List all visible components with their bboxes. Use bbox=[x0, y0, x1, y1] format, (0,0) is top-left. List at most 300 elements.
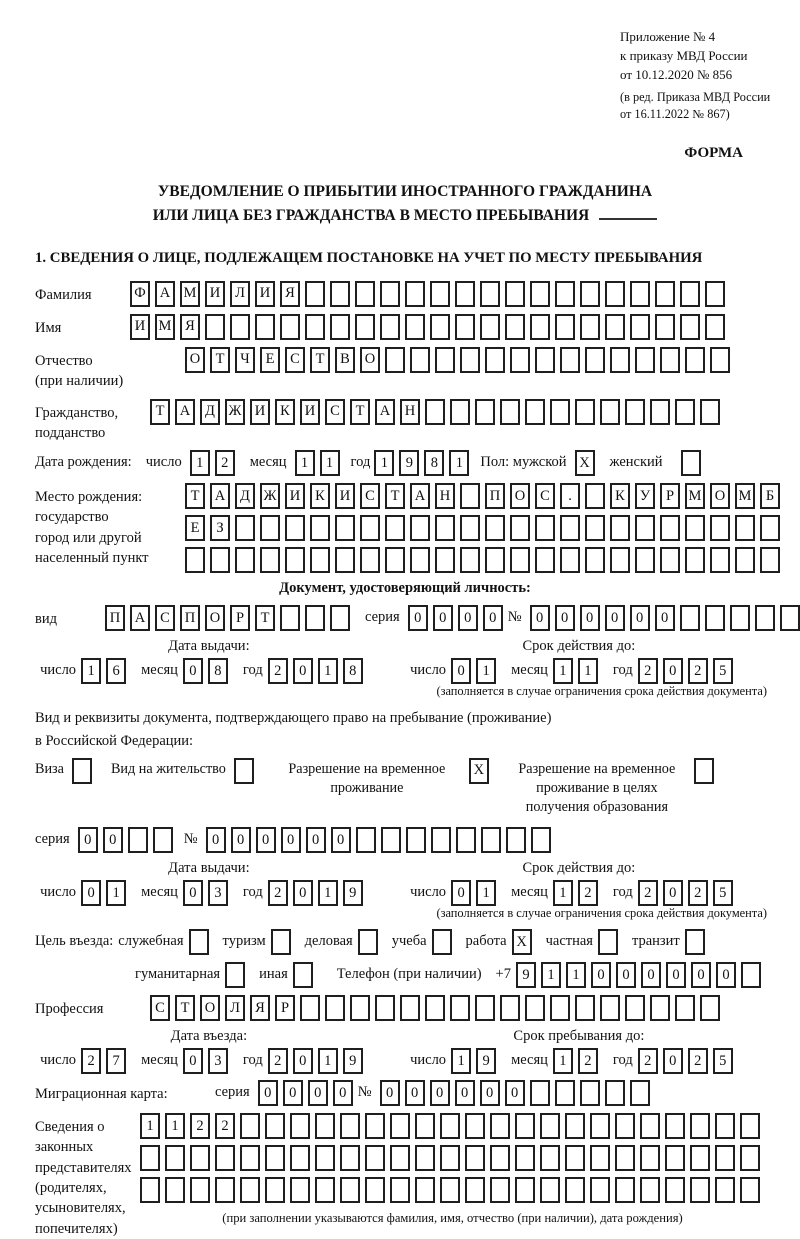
form-cell[interactable]: З bbox=[210, 515, 230, 541]
form-cell[interactable]: 1 bbox=[553, 658, 573, 684]
form-cell[interactable]: 2 bbox=[190, 1113, 210, 1139]
form-cell[interactable] bbox=[390, 1113, 410, 1139]
form-cell[interactable] bbox=[189, 929, 209, 955]
form-cell[interactable] bbox=[625, 399, 645, 425]
form-cell[interactable] bbox=[240, 1145, 260, 1171]
form-cell[interactable] bbox=[355, 314, 375, 340]
form-cell[interactable] bbox=[510, 547, 530, 573]
form-cell[interactable]: 5 bbox=[713, 658, 733, 684]
form-cell[interactable] bbox=[510, 515, 530, 541]
form-cell[interactable] bbox=[290, 1177, 310, 1203]
form-cell[interactable] bbox=[410, 515, 430, 541]
form-cell[interactable]: Ж bbox=[260, 483, 280, 509]
form-cell[interactable]: Т bbox=[255, 605, 275, 631]
form-cell[interactable]: 8 bbox=[208, 658, 228, 684]
form-cell[interactable] bbox=[640, 1145, 660, 1171]
form-cell[interactable] bbox=[271, 929, 291, 955]
form-cell[interactable] bbox=[615, 1145, 635, 1171]
form-cell[interactable] bbox=[450, 995, 470, 1021]
form-cell[interactable] bbox=[381, 827, 401, 853]
form-cell[interactable]: 1 bbox=[541, 962, 561, 988]
form-cell[interactable] bbox=[325, 995, 345, 1021]
form-cell[interactable] bbox=[600, 995, 620, 1021]
form-cell[interactable] bbox=[565, 1145, 585, 1171]
form-cell[interactable]: X bbox=[512, 929, 532, 955]
form-cell[interactable]: 0 bbox=[183, 658, 203, 684]
form-cell[interactable] bbox=[475, 399, 495, 425]
form-cell[interactable] bbox=[390, 1177, 410, 1203]
form-cell[interactable] bbox=[465, 1113, 485, 1139]
form-cell[interactable] bbox=[690, 1113, 710, 1139]
form-cell[interactable]: 9 bbox=[476, 1048, 496, 1074]
form-cell[interactable]: 1 bbox=[295, 450, 315, 476]
form-cell[interactable]: С bbox=[360, 483, 380, 509]
form-cell[interactable]: И bbox=[285, 483, 305, 509]
form-cell[interactable] bbox=[165, 1177, 185, 1203]
form-cell[interactable]: 2 bbox=[638, 880, 658, 906]
form-cell[interactable] bbox=[710, 515, 730, 541]
form-cell[interactable] bbox=[210, 547, 230, 573]
form-cell[interactable]: И bbox=[335, 483, 355, 509]
form-cell[interactable] bbox=[435, 347, 455, 373]
form-cell[interactable] bbox=[635, 515, 655, 541]
form-cell[interactable] bbox=[755, 605, 775, 631]
form-cell[interactable]: И bbox=[205, 281, 225, 307]
form-cell[interactable] bbox=[140, 1177, 160, 1203]
form-cell[interactable]: 0 bbox=[666, 962, 686, 988]
form-cell[interactable] bbox=[515, 1145, 535, 1171]
form-cell[interactable]: А bbox=[130, 605, 150, 631]
form-cell[interactable]: 7 bbox=[106, 1048, 126, 1074]
form-cell[interactable] bbox=[285, 547, 305, 573]
form-cell[interactable]: 0 bbox=[630, 605, 650, 631]
form-cell[interactable]: Е bbox=[185, 515, 205, 541]
form-cell[interactable]: 1 bbox=[165, 1113, 185, 1139]
form-cell[interactable] bbox=[700, 399, 720, 425]
form-cell[interactable] bbox=[500, 399, 520, 425]
form-cell[interactable] bbox=[375, 995, 395, 1021]
form-cell[interactable] bbox=[440, 1145, 460, 1171]
form-cell[interactable] bbox=[72, 758, 92, 784]
form-cell[interactable] bbox=[440, 1177, 460, 1203]
form-cell[interactable]: С bbox=[150, 995, 170, 1021]
form-cell[interactable]: Я bbox=[180, 314, 200, 340]
form-cell[interactable]: У bbox=[635, 483, 655, 509]
form-cell[interactable] bbox=[780, 605, 800, 631]
form-cell[interactable]: Я bbox=[280, 281, 300, 307]
form-cell[interactable] bbox=[405, 281, 425, 307]
form-cell[interactable] bbox=[600, 399, 620, 425]
form-cell[interactable] bbox=[525, 399, 545, 425]
form-cell[interactable]: Т bbox=[385, 483, 405, 509]
form-cell[interactable]: 3 bbox=[208, 1048, 228, 1074]
form-cell[interactable] bbox=[685, 547, 705, 573]
form-cell[interactable] bbox=[650, 995, 670, 1021]
form-cell[interactable]: К bbox=[610, 483, 630, 509]
form-cell[interactable] bbox=[410, 547, 430, 573]
form-cell[interactable] bbox=[380, 314, 400, 340]
form-cell[interactable] bbox=[735, 547, 755, 573]
form-cell[interactable] bbox=[680, 314, 700, 340]
form-cell[interactable] bbox=[580, 281, 600, 307]
form-cell[interactable] bbox=[260, 547, 280, 573]
form-cell[interactable] bbox=[715, 1113, 735, 1139]
form-cell[interactable] bbox=[305, 314, 325, 340]
form-cell[interactable] bbox=[740, 1177, 760, 1203]
form-cell[interactable] bbox=[555, 1080, 575, 1106]
form-cell[interactable]: Р bbox=[230, 605, 250, 631]
form-cell[interactable] bbox=[705, 605, 725, 631]
form-cell[interactable]: 2 bbox=[688, 880, 708, 906]
form-cell[interactable] bbox=[485, 547, 505, 573]
form-cell[interactable]: 9 bbox=[516, 962, 536, 988]
form-cell[interactable] bbox=[400, 995, 420, 1021]
form-cell[interactable] bbox=[535, 547, 555, 573]
form-cell[interactable] bbox=[585, 547, 605, 573]
form-cell[interactable] bbox=[510, 347, 530, 373]
form-cell[interactable] bbox=[465, 1145, 485, 1171]
form-cell[interactable] bbox=[300, 995, 320, 1021]
form-cell[interactable] bbox=[710, 547, 730, 573]
form-cell[interactable]: 1 bbox=[476, 880, 496, 906]
form-cell[interactable]: 0 bbox=[283, 1080, 303, 1106]
form-cell[interactable]: К bbox=[275, 399, 295, 425]
form-cell[interactable]: Ж bbox=[225, 399, 245, 425]
form-cell[interactable] bbox=[455, 314, 475, 340]
form-cell[interactable] bbox=[435, 515, 455, 541]
form-cell[interactable] bbox=[360, 547, 380, 573]
form-cell[interactable] bbox=[290, 1145, 310, 1171]
form-cell[interactable] bbox=[580, 314, 600, 340]
form-cell[interactable]: 8 bbox=[343, 658, 363, 684]
form-cell[interactable] bbox=[735, 515, 755, 541]
form-cell[interactable]: 0 bbox=[641, 962, 661, 988]
form-cell[interactable] bbox=[585, 515, 605, 541]
form-cell[interactable] bbox=[730, 605, 750, 631]
form-cell[interactable] bbox=[240, 1113, 260, 1139]
form-cell[interactable] bbox=[425, 399, 445, 425]
form-cell[interactable] bbox=[485, 515, 505, 541]
form-cell[interactable] bbox=[560, 515, 580, 541]
form-cell[interactable] bbox=[685, 347, 705, 373]
form-cell[interactable]: 0 bbox=[480, 1080, 500, 1106]
form-cell[interactable] bbox=[490, 1177, 510, 1203]
form-cell[interactable]: П bbox=[105, 605, 125, 631]
form-cell[interactable]: Т bbox=[185, 483, 205, 509]
form-cell[interactable] bbox=[431, 827, 451, 853]
form-cell[interactable]: 1 bbox=[106, 880, 126, 906]
form-cell[interactable]: 1 bbox=[451, 1048, 471, 1074]
form-cell[interactable] bbox=[665, 1145, 685, 1171]
form-cell[interactable]: 2 bbox=[215, 1113, 235, 1139]
form-cell[interactable]: 0 bbox=[405, 1080, 425, 1106]
form-cell[interactable] bbox=[456, 827, 476, 853]
form-cell[interactable]: 1 bbox=[553, 1048, 573, 1074]
form-cell[interactable] bbox=[535, 515, 555, 541]
form-cell[interactable] bbox=[340, 1145, 360, 1171]
form-cell[interactable]: О bbox=[185, 347, 205, 373]
form-cell[interactable]: А bbox=[210, 483, 230, 509]
form-cell[interactable] bbox=[685, 929, 705, 955]
form-cell[interactable] bbox=[650, 399, 670, 425]
form-cell[interactable] bbox=[560, 347, 580, 373]
form-cell[interactable] bbox=[340, 1113, 360, 1139]
form-cell[interactable]: 2 bbox=[638, 1048, 658, 1074]
form-cell[interactable]: 0 bbox=[655, 605, 675, 631]
form-cell[interactable]: Т bbox=[310, 347, 330, 373]
form-cell[interactable] bbox=[610, 347, 630, 373]
form-cell[interactable]: И bbox=[255, 281, 275, 307]
form-cell[interactable] bbox=[690, 1177, 710, 1203]
form-cell[interactable] bbox=[185, 547, 205, 573]
form-cell[interactable] bbox=[525, 995, 545, 1021]
form-cell[interactable] bbox=[675, 995, 695, 1021]
form-cell[interactable] bbox=[265, 1113, 285, 1139]
form-cell[interactable]: Н bbox=[400, 399, 420, 425]
form-cell[interactable] bbox=[490, 1113, 510, 1139]
form-cell[interactable]: . bbox=[560, 483, 580, 509]
form-cell[interactable]: 0 bbox=[78, 827, 98, 853]
form-cell[interactable] bbox=[335, 515, 355, 541]
form-cell[interactable] bbox=[605, 314, 625, 340]
form-cell[interactable] bbox=[290, 1113, 310, 1139]
form-cell[interactable] bbox=[530, 1080, 550, 1106]
form-cell[interactable]: 0 bbox=[306, 827, 326, 853]
form-cell[interactable]: С bbox=[155, 605, 175, 631]
form-cell[interactable] bbox=[560, 547, 580, 573]
form-cell[interactable]: 0 bbox=[281, 827, 301, 853]
form-cell[interactable]: 2 bbox=[81, 1048, 101, 1074]
form-cell[interactable] bbox=[740, 1145, 760, 1171]
form-cell[interactable]: 0 bbox=[331, 827, 351, 853]
form-cell[interactable] bbox=[635, 547, 655, 573]
form-cell[interactable] bbox=[234, 758, 254, 784]
form-cell[interactable]: 1 bbox=[566, 962, 586, 988]
form-cell[interactable] bbox=[235, 515, 255, 541]
form-cell[interactable] bbox=[715, 1145, 735, 1171]
form-cell[interactable]: 0 bbox=[483, 605, 503, 631]
form-cell[interactable] bbox=[430, 314, 450, 340]
form-cell[interactable] bbox=[506, 827, 526, 853]
form-cell[interactable]: 0 bbox=[183, 1048, 203, 1074]
form-cell[interactable] bbox=[280, 605, 300, 631]
form-cell[interactable]: 0 bbox=[333, 1080, 353, 1106]
form-cell[interactable]: 0 bbox=[663, 658, 683, 684]
form-cell[interactable] bbox=[575, 399, 595, 425]
form-cell[interactable] bbox=[694, 758, 714, 784]
form-cell[interactable] bbox=[741, 962, 761, 988]
form-cell[interactable]: 0 bbox=[455, 1080, 475, 1106]
form-cell[interactable]: X bbox=[575, 450, 595, 476]
form-cell[interactable]: 0 bbox=[530, 605, 550, 631]
form-cell[interactable] bbox=[660, 547, 680, 573]
form-cell[interactable] bbox=[315, 1113, 335, 1139]
form-cell[interactable]: Б bbox=[760, 483, 780, 509]
form-cell[interactable]: 1 bbox=[449, 450, 469, 476]
form-cell[interactable]: Р bbox=[275, 995, 295, 1021]
form-cell[interactable]: М bbox=[735, 483, 755, 509]
form-cell[interactable]: 0 bbox=[231, 827, 251, 853]
form-cell[interactable]: 9 bbox=[343, 1048, 363, 1074]
form-cell[interactable]: П bbox=[485, 483, 505, 509]
form-cell[interactable]: 0 bbox=[433, 605, 453, 631]
form-cell[interactable]: 0 bbox=[451, 880, 471, 906]
form-cell[interactable] bbox=[610, 515, 630, 541]
form-cell[interactable]: 0 bbox=[256, 827, 276, 853]
form-cell[interactable]: 2 bbox=[268, 880, 288, 906]
form-cell[interactable]: 0 bbox=[716, 962, 736, 988]
form-cell[interactable]: О bbox=[510, 483, 530, 509]
form-cell[interactable]: Ф bbox=[130, 281, 150, 307]
form-cell[interactable]: С bbox=[325, 399, 345, 425]
form-cell[interactable]: А bbox=[155, 281, 175, 307]
form-cell[interactable]: Т bbox=[350, 399, 370, 425]
form-cell[interactable]: 0 bbox=[103, 827, 123, 853]
form-cell[interactable] bbox=[635, 347, 655, 373]
form-cell[interactable]: С bbox=[535, 483, 555, 509]
form-cell[interactable]: 0 bbox=[430, 1080, 450, 1106]
form-cell[interactable]: И bbox=[300, 399, 320, 425]
form-cell[interactable]: В bbox=[335, 347, 355, 373]
form-cell[interactable]: 1 bbox=[318, 658, 338, 684]
form-cell[interactable] bbox=[665, 1113, 685, 1139]
form-cell[interactable] bbox=[640, 1177, 660, 1203]
form-cell[interactable] bbox=[705, 314, 725, 340]
form-cell[interactable] bbox=[705, 281, 725, 307]
form-cell[interactable] bbox=[665, 1177, 685, 1203]
form-cell[interactable] bbox=[505, 281, 525, 307]
form-cell[interactable]: 1 bbox=[140, 1113, 160, 1139]
form-cell[interactable] bbox=[315, 1177, 335, 1203]
form-cell[interactable] bbox=[710, 347, 730, 373]
form-cell[interactable] bbox=[450, 399, 470, 425]
form-cell[interactable]: 1 bbox=[553, 880, 573, 906]
form-cell[interactable]: Е bbox=[260, 347, 280, 373]
form-cell[interactable]: Д bbox=[200, 399, 220, 425]
form-cell[interactable] bbox=[535, 347, 555, 373]
form-cell[interactable]: 0 bbox=[380, 1080, 400, 1106]
form-cell[interactable]: 6 bbox=[106, 658, 126, 684]
form-cell[interactable] bbox=[515, 1113, 535, 1139]
form-cell[interactable]: О bbox=[200, 995, 220, 1021]
form-cell[interactable] bbox=[285, 515, 305, 541]
form-cell[interactable] bbox=[455, 281, 475, 307]
form-cell[interactable] bbox=[255, 314, 275, 340]
form-cell[interactable] bbox=[585, 483, 605, 509]
form-cell[interactable] bbox=[575, 995, 595, 1021]
form-cell[interactable] bbox=[365, 1177, 385, 1203]
form-cell[interactable]: 5 bbox=[713, 1048, 733, 1074]
form-cell[interactable]: 0 bbox=[81, 880, 101, 906]
form-cell[interactable] bbox=[215, 1145, 235, 1171]
form-cell[interactable]: X bbox=[469, 758, 489, 784]
form-cell[interactable] bbox=[685, 515, 705, 541]
form-cell[interactable] bbox=[530, 314, 550, 340]
form-cell[interactable] bbox=[550, 995, 570, 1021]
form-cell[interactable] bbox=[630, 281, 650, 307]
form-cell[interactable] bbox=[205, 314, 225, 340]
form-cell[interactable] bbox=[280, 314, 300, 340]
form-cell[interactable] bbox=[305, 281, 325, 307]
form-cell[interactable] bbox=[405, 314, 425, 340]
form-cell[interactable]: 2 bbox=[578, 1048, 598, 1074]
form-cell[interactable]: 0 bbox=[663, 880, 683, 906]
form-cell[interactable] bbox=[235, 547, 255, 573]
form-cell[interactable] bbox=[531, 827, 551, 853]
form-cell[interactable]: Л bbox=[230, 281, 250, 307]
form-cell[interactable]: Р bbox=[660, 483, 680, 509]
form-cell[interactable]: 9 bbox=[399, 450, 419, 476]
form-cell[interactable]: Т bbox=[150, 399, 170, 425]
form-cell[interactable] bbox=[540, 1113, 560, 1139]
form-cell[interactable]: Я bbox=[250, 995, 270, 1021]
form-cell[interactable]: 1 bbox=[81, 658, 101, 684]
form-cell[interactable] bbox=[610, 547, 630, 573]
form-cell[interactable] bbox=[481, 827, 501, 853]
form-cell[interactable]: 0 bbox=[663, 1048, 683, 1074]
form-cell[interactable] bbox=[530, 281, 550, 307]
form-cell[interactable]: А bbox=[175, 399, 195, 425]
form-cell[interactable]: 0 bbox=[505, 1080, 525, 1106]
form-cell[interactable] bbox=[740, 1113, 760, 1139]
form-cell[interactable] bbox=[315, 1145, 335, 1171]
form-cell[interactable]: 0 bbox=[293, 880, 313, 906]
form-cell[interactable]: 0 bbox=[206, 827, 226, 853]
form-cell[interactable]: Д bbox=[235, 483, 255, 509]
form-cell[interactable] bbox=[605, 1080, 625, 1106]
form-cell[interactable] bbox=[540, 1145, 560, 1171]
form-cell[interactable]: А bbox=[410, 483, 430, 509]
form-cell[interactable] bbox=[655, 281, 675, 307]
form-cell[interactable] bbox=[715, 1177, 735, 1203]
form-cell[interactable]: 0 bbox=[605, 605, 625, 631]
form-cell[interactable] bbox=[410, 347, 430, 373]
form-cell[interactable] bbox=[660, 515, 680, 541]
form-cell[interactable] bbox=[310, 515, 330, 541]
form-cell[interactable]: 0 bbox=[691, 962, 711, 988]
form-cell[interactable]: 5 bbox=[713, 880, 733, 906]
form-cell[interactable]: 0 bbox=[458, 605, 478, 631]
form-cell[interactable]: 3 bbox=[208, 880, 228, 906]
form-cell[interactable] bbox=[356, 827, 376, 853]
form-cell[interactable]: 0 bbox=[183, 880, 203, 906]
form-cell[interactable] bbox=[230, 314, 250, 340]
form-cell[interactable]: Н bbox=[435, 483, 455, 509]
form-cell[interactable] bbox=[432, 929, 452, 955]
form-cell[interactable] bbox=[460, 347, 480, 373]
form-cell[interactable] bbox=[330, 314, 350, 340]
form-cell[interactable]: Т bbox=[175, 995, 195, 1021]
form-cell[interactable]: 2 bbox=[268, 1048, 288, 1074]
form-cell[interactable] bbox=[330, 281, 350, 307]
form-cell[interactable]: 0 bbox=[258, 1080, 278, 1106]
form-cell[interactable] bbox=[415, 1113, 435, 1139]
form-cell[interactable] bbox=[480, 314, 500, 340]
form-cell[interactable]: 0 bbox=[591, 962, 611, 988]
form-cell[interactable] bbox=[550, 399, 570, 425]
form-cell[interactable] bbox=[565, 1113, 585, 1139]
form-cell[interactable] bbox=[293, 962, 313, 988]
form-cell[interactable] bbox=[590, 1145, 610, 1171]
form-cell[interactable] bbox=[590, 1113, 610, 1139]
form-cell[interactable] bbox=[225, 962, 245, 988]
form-cell[interactable] bbox=[555, 281, 575, 307]
form-cell[interactable] bbox=[700, 995, 720, 1021]
form-cell[interactable] bbox=[215, 1177, 235, 1203]
form-cell[interactable] bbox=[415, 1145, 435, 1171]
form-cell[interactable] bbox=[355, 281, 375, 307]
form-cell[interactable] bbox=[385, 547, 405, 573]
